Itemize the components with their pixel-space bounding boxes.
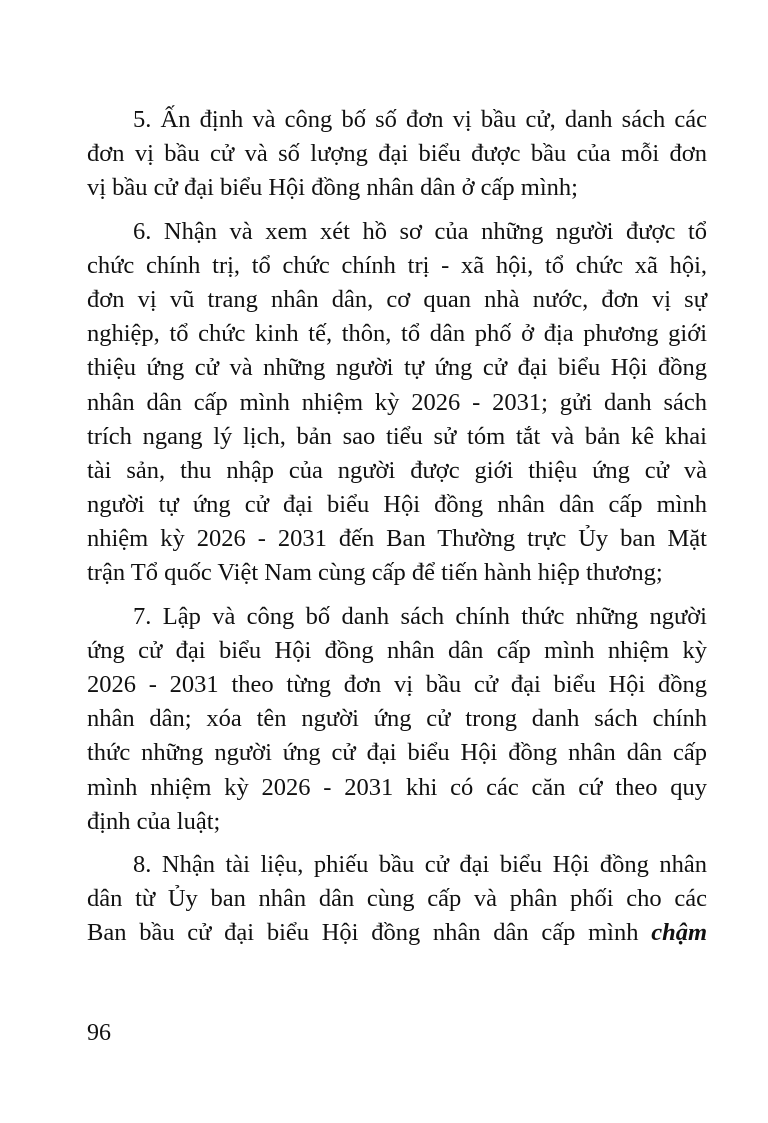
text-line: mình nhiệm kỳ 2026 - 2031 khi có các căn cứ theo quy <box>87 773 707 801</box>
text-line: dân từ Ủy ban nhân dân cùng cấp và phân phối cho các <box>87 885 707 913</box>
text-line: đơn vị vũ trang nhân dân, cơ quan nhà nước, đơn vị sự <box>87 285 707 313</box>
paragraph-item-8 <box>87 848 707 951</box>
page-content <box>87 103 707 960</box>
text-line: thức những người ứng cử đại biểu Hội đồng nhân dân cấp <box>87 739 707 767</box>
text-line: người tự ứng cử đại biểu Hội đồng nhân dân cấp mình <box>87 491 707 519</box>
emphasis-text: chậm <box>651 919 708 947</box>
text-line: 8. Nhận tài liệu, phiếu bầu cử đại biểu Hội đồng nhân <box>133 850 707 878</box>
text-line: trận Tổ quốc Việt Nam cùng cấp để tiến hành hiệp thương; <box>87 559 663 587</box>
text-line: trích ngang lý lịch, bản sao tiểu sử tóm tắt và bản kê khai <box>87 422 707 450</box>
text-line: chức chính trị, tổ chức chính trị - xã hội, tổ chức xã hội, <box>87 251 707 279</box>
text-line-with-emphasis <box>87 916 707 950</box>
text-line: tài sản, thu nhập của người được giới thiệu ứng cử và <box>87 456 707 484</box>
text-line: ứng cử đại biểu Hội đồng nhân dân cấp mình nhiệm kỳ <box>87 636 707 664</box>
text-line: đơn vị bầu cử và số lượng đại biểu được bầu của mỗi đơn <box>87 140 707 168</box>
text-line: nhân dân cấp mình nhiệm kỳ 2026 - 2031; gửi danh sách <box>87 388 707 416</box>
text-line-body: Ban bầu cử đại biểu Hội đồng nhân dân cấp mình <box>87 919 639 947</box>
text-line: 7. Lập và công bố danh sách chính thức những người <box>133 602 707 630</box>
paragraph-item-7 <box>87 600 707 839</box>
text-line: nghiệp, tổ chức kinh tế, thôn, tổ dân phố ở địa phương giới <box>87 320 707 348</box>
text-line: nhân dân; xóa tên người ứng cử trong danh sách chính <box>87 705 707 733</box>
text-line: định của luật; <box>87 807 221 835</box>
text-line: 2026 - 2031 theo từng đơn vị bầu cử đại biểu Hội đồng <box>87 671 707 698</box>
paragraph-item-6 <box>87 215 707 591</box>
text-line: vị bầu cử đại biểu Hội đồng nhân dân ở cấp mình; <box>87 174 578 202</box>
page-number: 96 <box>87 1020 111 1046</box>
text-line: 6. Nhận và xem xét hồ sơ của những người được tổ <box>133 217 707 245</box>
text-line: thiệu ứng cử và những người tự ứng cử đại biểu Hội đồng <box>87 354 707 382</box>
text-line: nhiệm kỳ 2026 - 2031 đến Ban Thường trực Ủy ban Mặt <box>87 525 707 553</box>
paragraph-item-5 <box>87 103 707 206</box>
text-line: 5. Ấn định và công bố số đơn vị bầu cử, danh sách các <box>133 106 707 133</box>
